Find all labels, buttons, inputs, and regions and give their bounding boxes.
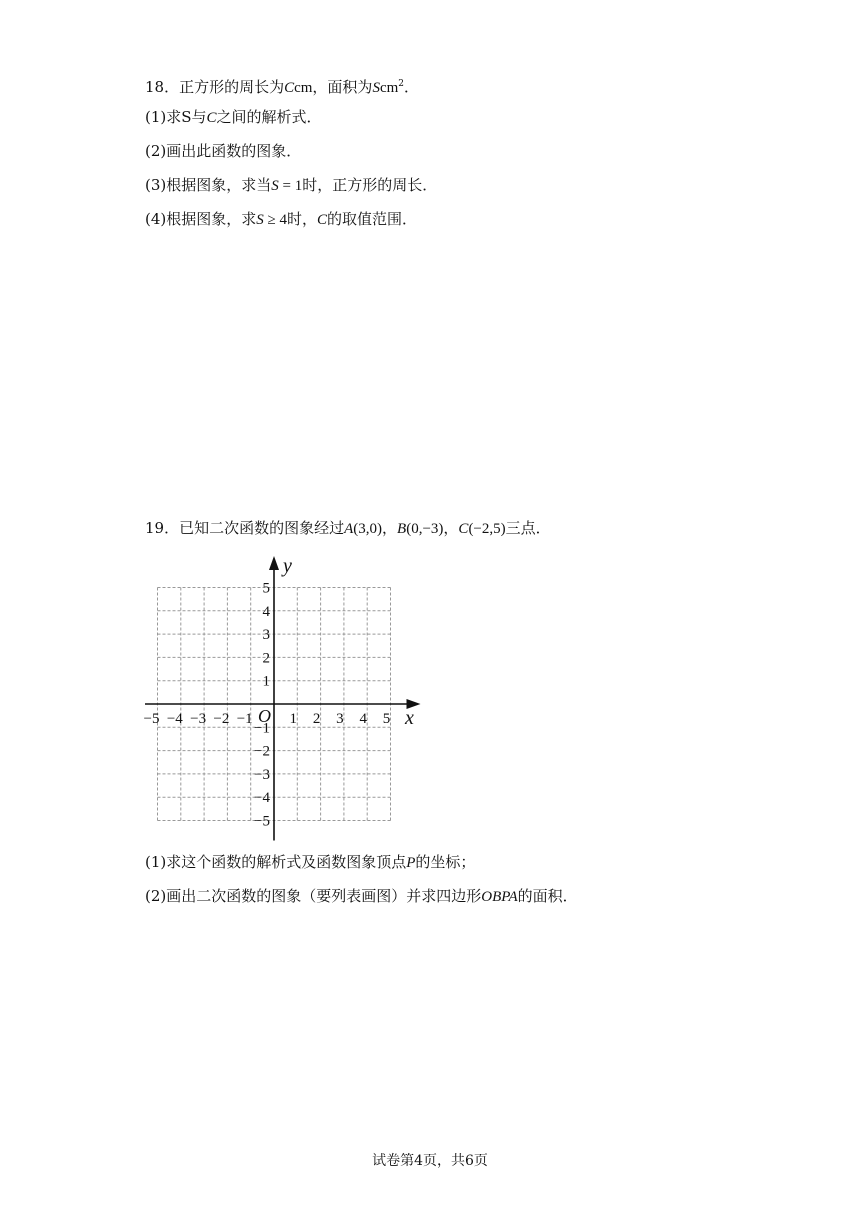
separator: ， [382,519,398,537]
var-C: C [206,110,217,126]
point-B-coords: (0,−3) [406,521,444,537]
point-C-label: C [458,521,469,537]
q18-sub4-text: (4)根据图象，求 [145,210,257,228]
x-tick-label: −5 [143,711,160,727]
q19-sub1-text: (1)求这个函数的解析式及函数图象顶点 [145,853,407,871]
point-C-coords: (−2,5) [468,521,506,537]
x-tick-label: −2 [213,711,230,727]
quadrilateral-label: OBPA [481,889,518,905]
x-tick-label: 1 [289,711,298,727]
x-tick-label: −1 [236,711,253,727]
q19-sub2-text: (2)画出二次函数的图象（要列表画图）并求四边形 [145,887,482,905]
x-tick-label: −4 [166,711,183,727]
coordinate-grid [140,552,430,844]
origin-label: O [258,706,271,726]
axes [145,556,421,841]
var-S: S [256,212,264,228]
y-tick-label: −4 [254,790,270,807]
y-tick-label: 5 [262,580,270,597]
q18-stem-text: 18．正方形的周长为 [145,78,285,96]
q19-stem-text: 三点． [505,519,551,537]
q18-sub4 [145,209,417,230]
unit-cm: cm [379,80,399,96]
point-A-coords: (3,0) [353,521,383,537]
x-tick-label: 5 [382,711,391,727]
point-A-label: A [344,521,354,537]
x-axis-label: x [405,707,414,729]
y-tick-label: 1 [262,673,270,690]
q19-stem-text: 19．已知二次函数的图象经过 [145,519,345,537]
x-tick-label: 4 [359,711,367,727]
y-axis-label: y [283,555,292,577]
q18-sub4-text: 的取值范围． [327,210,418,228]
q18-stem-text: ． [404,78,420,96]
q19-sub2-text: 的面积． [517,887,578,905]
var-C: C [284,80,295,96]
point-P-label: P [406,855,416,871]
y-tick-label: 4 [262,603,270,620]
page-footer: 试卷第4页，共6页 [372,1153,488,1169]
q18-sub1-text: 之间的解析式． [216,108,322,126]
point-B-label: B [397,521,407,537]
x-tick-label: 3 [336,711,344,727]
y-axis-arrow [269,556,279,570]
q18-sub2: (2)画出此函数的图象． [145,142,302,160]
y-tick-label: 3 [262,627,270,644]
q18-stem-text: cm，面积为 [294,80,373,96]
exponent: 2 [398,79,404,89]
y-tick-label: 2 [262,650,270,667]
y-tick-label: −2 [254,743,270,760]
q18-sub3 [145,175,437,196]
x-tick-label: 2 [312,711,321,727]
q19-stem [145,518,551,539]
q19-sub1 [145,852,475,873]
q19-sub1-text: 的坐标； [415,853,476,871]
var-S: S [372,80,380,96]
q18-sub3-text: = 1时，正方形的周长． [278,178,438,194]
q19-sub2 [145,886,578,907]
q18-sub4-text: ≥ 4时， [263,212,317,228]
separator: ， [443,519,459,537]
y-tick-label: −5 [254,813,270,830]
x-tick-label: −3 [190,711,207,727]
var-C: C [316,212,327,228]
var-S: S [271,178,279,194]
q18-sub1 [145,107,322,128]
y-tick-label: −3 [254,766,270,783]
q18-stem [145,74,419,98]
y-tick-label: −1 [254,720,270,737]
q18-sub3-text: (3)根据图象，求当 [145,176,272,194]
q18-sub1-text: (1)求S与 [145,108,207,126]
